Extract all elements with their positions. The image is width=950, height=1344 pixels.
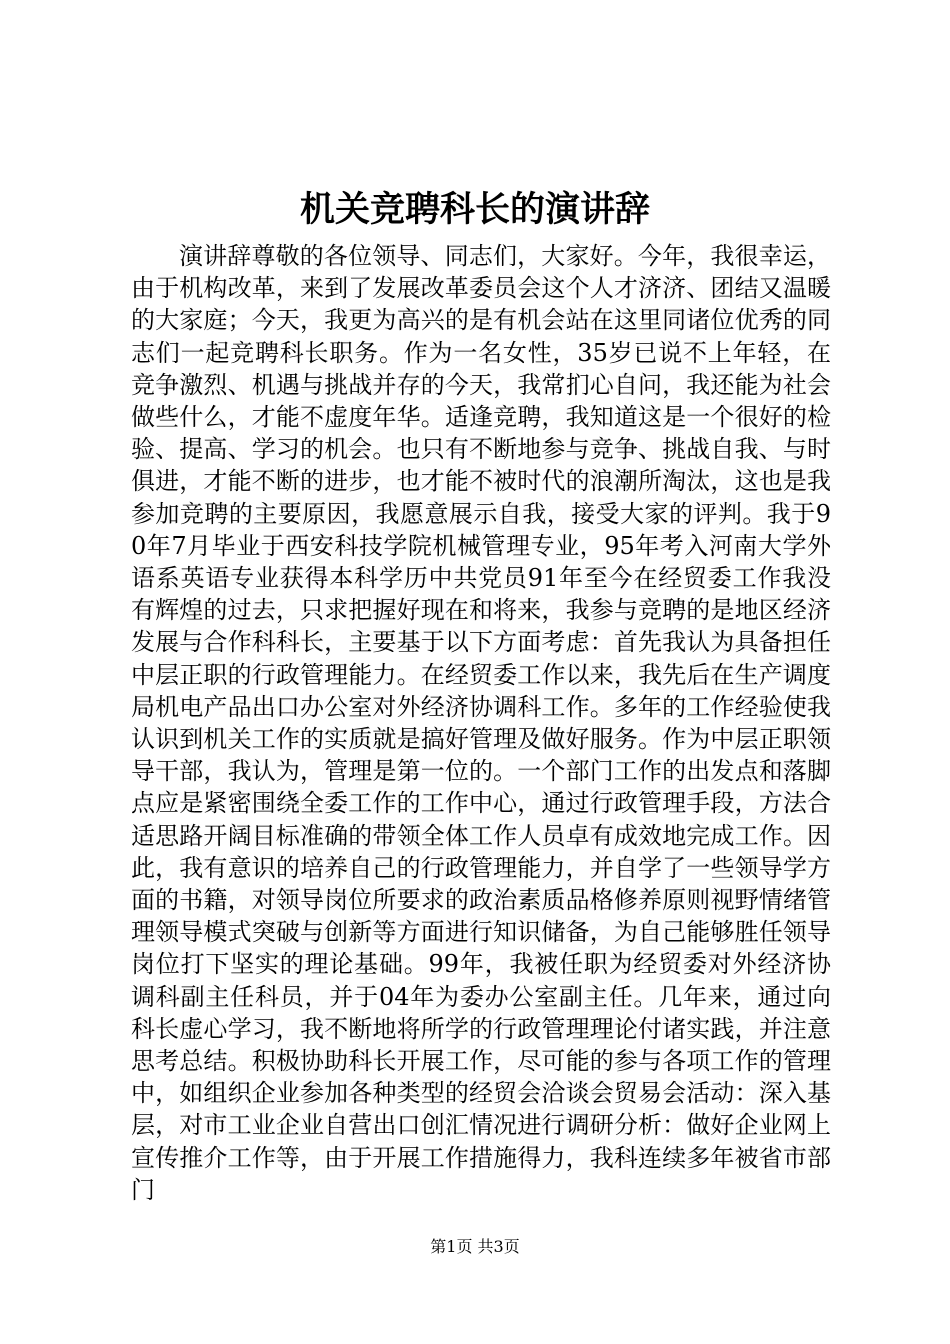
page-number-footer: 第1页 共3页 bbox=[430, 1237, 520, 1256]
document-title: 机关竞聘科长的演讲辞 bbox=[299, 189, 650, 230]
document-body-paragraph: 演讲辞尊敬的各位领导、同志们，大家好。今年，我很幸运，由于机构改革，来到了发展改革委员会这个人才济济、团结又温暖的大家庭；今天，我更为高兴的是有机会站在这里同诸位优秀的同志们一起竞聘科长职务。作为一名女性，35岁已说不上年轻，在竞争激烈、机遇与挑战并存的今天，我常扪心自问，我还能为社会做些什么，才能不虚度年华。适逢竞聘，我知道这是一个很好的检验、提高、学习的机会。也只有不断地参与竞争、挑战自我、与时俱进，才能不断的进步，也才能不被时代的浪潮所淘汰，这也是我参加竞聘的主要原因，我愿意展示自我，接受大家的评判。我于90年7月毕业于西安科技学院机械管理专业，95年考入河南大学外语系英语专业获得本科学历中共党员91年至今在经贸委工作我没有辉煌的过去，只求把握好现在和将来，我参与竞聘的是地区经济发展与合作科科长，主要基于以下方面考虑：首先我认为具备担任中层正职的行政管理能力。在经贸委工作以来，我先后在生产调度局机电产品出口办公室对外经济协调科工作。多年的工作经验使我认识到机关工作的实质就是搞好管理及做好服务。作为中层正职领导干部，我认为，管理是第一位的。一个部门工作的出发点和落脚点应是紧密围绕全委工作的工作中心，通过行政管理手段，方法合适思路开阔目标准确的带领全体工作人员卓有成效地完成工作。因此，我有意识的培养自己的行政管理能力，并自学了一些领导学方面的书籍，对领导岗位所要求的政治素质品格修养原则视野情绪管理领导模式突破与创新等方面进行知识储备，为自己能够胜任领导岗位打下坚实的理论基础。99年，我被任职为经贸委对外经济协调科副主任科员，并于04年为委办公室副主任。几年来，通过向科长虚心学习，我不断地将所学的行政管理理论付诸实践，并注意思考总结。积极协助科长开展工作，尽可能的参与各项工作的管理中，如组织企业参加各种类型的经贸会洽谈会贸易会活动：深入基层，对市工业企业自营出口创汇情况进行调研分析：做好企业网上宣传推介工作等，由于开展工作措施得力，我科连续多年被省市部门 bbox=[131, 242, 831, 1204]
